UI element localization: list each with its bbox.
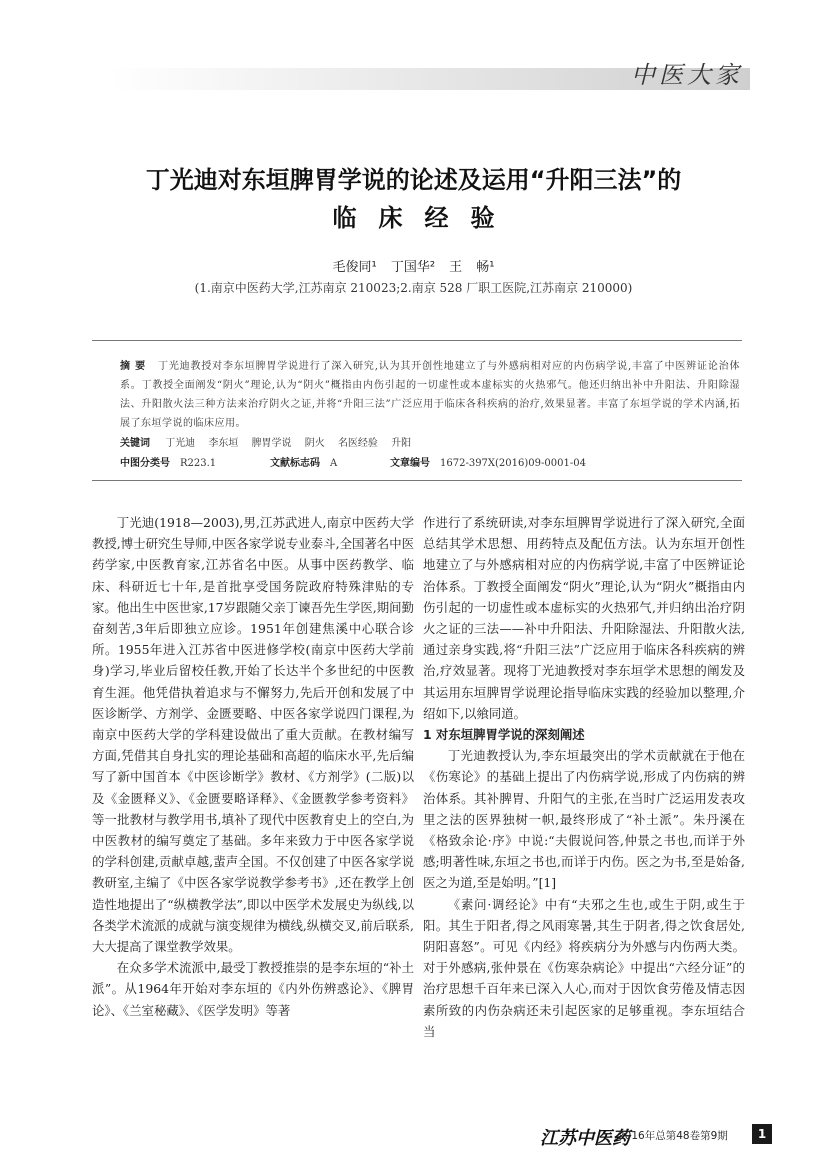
abstract-label: 摘 要 bbox=[120, 361, 146, 372]
right-column bbox=[423, 512, 745, 1042]
clc-value: R223.1 bbox=[180, 458, 217, 469]
clc-label: 中图分类号 bbox=[120, 458, 170, 469]
body-paragraph: 丁光迪(1918—2003),男,江苏武进人,南京中医药大学教授,博士研究生导师,中医各家学说专业泰斗,全国著名中医药学家,中医教育家,江苏省名中医。从事中医药教学、临床、科研近七十年,是首批享受国务院政府特殊津贴的专家。他出生中医世家,17岁跟随父亲丁谏吾先生学医,期间勤奋刻苦,3年后即独立应诊。1951年创建焦溪中心联合诊所。1955年进入江苏省中医进修学校(南京中医药大学前身)学习,毕业后留校任教,开始了长达半个多世纪的中医教育生涯。他凭借执着追求与不懈努力,先后开创和发展了中医诊断学、方剂学、金匮要略、中医各家学说四门课程,为南京中医药大学的学科建设做出了重大贡献。在教材编写方面,凭借其自身扎实的理论基础和高超的临床水平,先后编写了新中国首本《中医诊断学》教材、《方剂学》(二版)以及《金匮释义》、《金匮要略译释》、《金匮教学参考资料》等一批教材与教学用书,填补了现代中医教育史上的空白,为中医教材的编写奠定了基础。多年来致力于中医各家学说的学科创建,贡献卓越,蜚声全国。不仅创建了中医各家学说教研室,主编了《中医各家学说教学参考书》,还在教学上创造性地提出了“纵横教学法”,即以中医学术发展史为纵线,以各类学术流派的成就与演变规律为横线,纵横交叉,前后联系,大大提高了课堂教学效果。 bbox=[92, 515, 414, 955]
section-heading: 1 对东垣脾胃学说的深刻阐述 bbox=[423, 727, 585, 743]
doc-code-label: 文献标志码 bbox=[270, 458, 320, 469]
body-paragraph: 在众多学术流派中,最受丁教授推崇的是李东垣的“补土派”。从1964年开始对李东垣的《内外伤辨惑论》、《脾胃论》、《兰室秘藏》、《医学发明》等著 bbox=[92, 960, 414, 1018]
abstract-bottom-rule bbox=[92, 480, 742, 481]
keyword: 李东垣 bbox=[208, 438, 239, 449]
left-column bbox=[92, 512, 414, 1021]
keyword: 脾胃学说 bbox=[251, 438, 292, 449]
issue-info: 2016年总第48卷第9期 bbox=[618, 1130, 728, 1142]
keyword: 名医经验 bbox=[337, 438, 378, 449]
body-paragraph: 丁光迪教授认为,李东垣最突出的学术贡献就在于他在《伤寒论》的基础上提出了内伤病学说,形成了内伤病的辨治体系。其补脾胃、升阳气的主张,在当时广泛运用发表攻里之法的医界独树一帜,最终形成了“补土派”。朱丹溪在《格致余论·序》中说:“夫假说问答,仲景之书也,而详于外感;明著性味,东垣之书也,而详于内伤。医之为书,至是始备,医之为道,至是始明。”[1] bbox=[423, 748, 745, 891]
classification-line bbox=[120, 454, 680, 469]
article-id-label: 文章编号 bbox=[390, 458, 430, 469]
body-paragraph: 《素问·调经论》中有“夫邪之生也,或生于阴,或生于阳。其生于阳者,得之风雨寒暑,其生于阴者,得之饮食居处,阴阳喜怒”。可见《内经》将疾病分为外感与内伤两大类。对于外感病,张仲景在《伤寒杂病论》中提出“六经分证”的治疗思想千百年来已深入人心,而对于因饮食劳倦及情志因素所致的内伤杂病还未引起医家的足够重视。李东垣结合当 bbox=[423, 896, 745, 1039]
affiliations: (1.南京中医药大学,江苏南京 210023;2.南京 528 厂职工医院,江苏南京 210000) bbox=[194, 281, 633, 295]
journal-logo: 江苏中医药 bbox=[540, 1128, 630, 1149]
article-id-value: 1672-397X(2016)09-0001-04 bbox=[440, 458, 586, 469]
article-title-line1: 丁光迪对东垣脾胃学说的论述及运用“升阳三法”的 bbox=[145, 166, 682, 194]
page-number: 1 bbox=[752, 1124, 772, 1144]
keywords-label: 关键词 bbox=[120, 438, 150, 449]
article-title-line2: 临床经验 bbox=[332, 204, 517, 232]
abstract bbox=[120, 357, 740, 433]
keywords bbox=[120, 434, 421, 449]
keyword: 丁光迪 bbox=[165, 438, 196, 449]
section-tag: 中医大家 bbox=[631, 61, 743, 89]
doc-code-value: A bbox=[330, 458, 338, 469]
abstract-top-rule bbox=[92, 340, 742, 341]
authors: 毛俊同¹ 丁国华² 王 畅¹ bbox=[332, 260, 495, 275]
body-paragraph: 作进行了系统研读,对李东垣脾胃学说进行了深入研究,全面总结其学术思想、用药特点及配伍方法。认为东垣开创性地建立了与外感病相对应的内伤病学说,丰富了中医辨证论治体系。丁教授全面阐发“阴火”理论,认为“阴火”概指由内伤引起的一切虚性或本虚标实的火热邪气,并归纳出治疗阴火之证的三法——补中升阳法、升阳除湿法、升阳散火法,通过亲身实践,将“升阳三法”广泛应用于临床各科疾病的辨治,疗效显著。现将丁光迪教授对李东垣学术思想的阐发及其运用东垣脾胃学说理论指导临床实践的经验加以整理,介绍如下,以飨同道。 bbox=[423, 515, 745, 721]
abstract-text: 丁光迪教授对李东垣脾胃学说进行了深入研究,认为其开创性地建立了与外感病相对应的内伤病学说,丰富了中医辨证论治体系。丁教授全面阐发“阴火”理论,认为“阴火”概指由内伤引起的一切虚性或本虚标实的火热邪气。他还归纳出补中升阳法、升阳除湿法、升阳散火法三种方法来治疗阴火之证,并将“升阳三法”广泛应用于临床各科疾病的治疗,效果显著。丰富了东垣学说的学术内涵,拓展了东垣学说的临床应用。 bbox=[120, 361, 741, 429]
keyword: 升阳 bbox=[391, 438, 412, 449]
keyword: 阴火 bbox=[304, 438, 325, 449]
